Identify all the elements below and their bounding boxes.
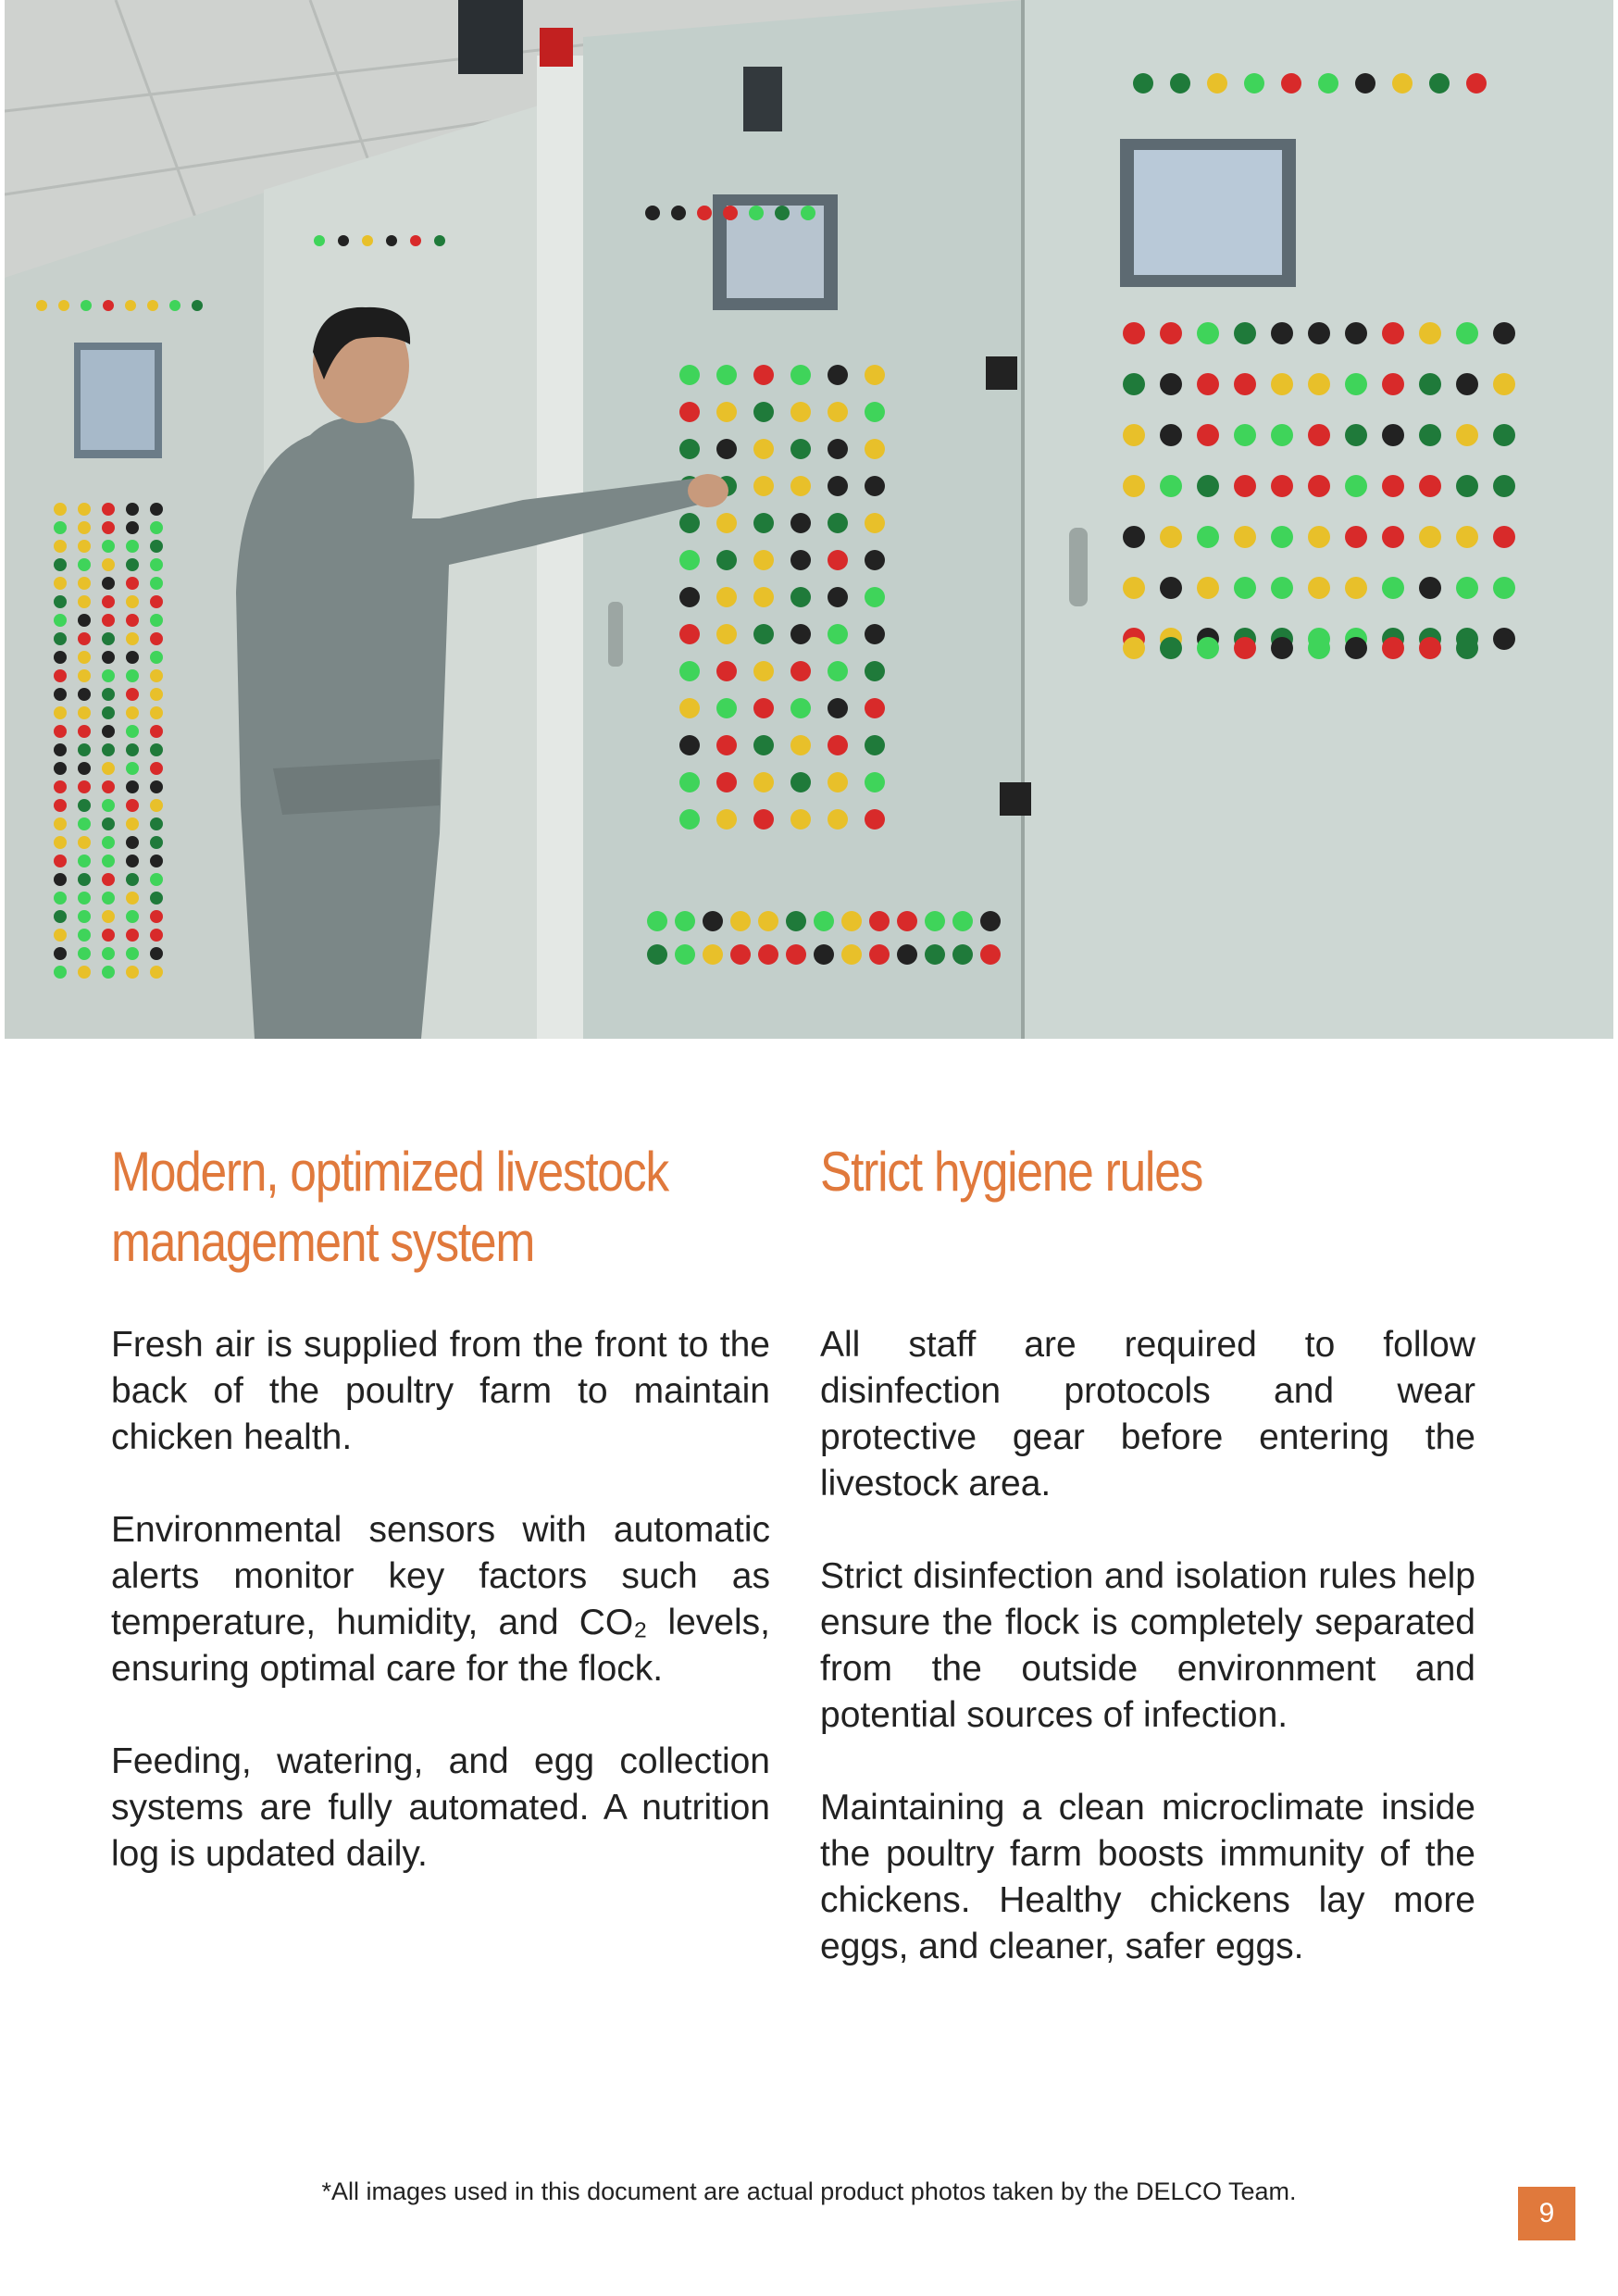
right-column	[820, 1137, 1475, 1207]
left-paragraph: Feeding, watering, and egg collection systems are fully automated. A nutrition log is updated daily.	[111, 1741, 770, 1874]
left-column	[111, 1137, 770, 1278]
left-paragraph: Fresh air is supplied from the front to the back of the poultry farm to maintain chicken health.	[111, 1325, 770, 1457]
right-paragraph: All staff are required to follow disinfection protocols and wear protective gear before entering the livestock area.	[820, 1325, 1475, 1504]
left-paragraph: Environmental sensors with automatic alerts monitor key factors such as temperature, humidity, and CO₂ levels, ensuring optimal care for the flock.	[111, 1510, 770, 1689]
page-number: 9	[1518, 2187, 1575, 2240]
left-heading-line-1: Modern, optimized livestock	[111, 1141, 668, 1203]
left-heading	[111, 1137, 678, 1278]
left-body	[111, 1322, 770, 1924]
control-room-photo	[5, 0, 1613, 1039]
right-body	[820, 1322, 1475, 2016]
right-heading: Strict hygiene rules	[820, 1141, 1203, 1203]
right-paragraph: Maintaining a clean microclimate inside the poultry farm boosts immunity of the chickens. Healthy chickens lay more eggs, and cleaner, safer eggs.	[820, 1788, 1475, 1966]
left-heading-line-2: management system	[111, 1211, 535, 1273]
right-paragraph: Strict disinfection and isolation rules help ensure the flock is completely separated from the outside environment and potential sources of infection.	[820, 1556, 1475, 1735]
footnote: *All images used in this document are actual product photos taken by the DELCO Team.	[321, 2177, 1297, 2205]
